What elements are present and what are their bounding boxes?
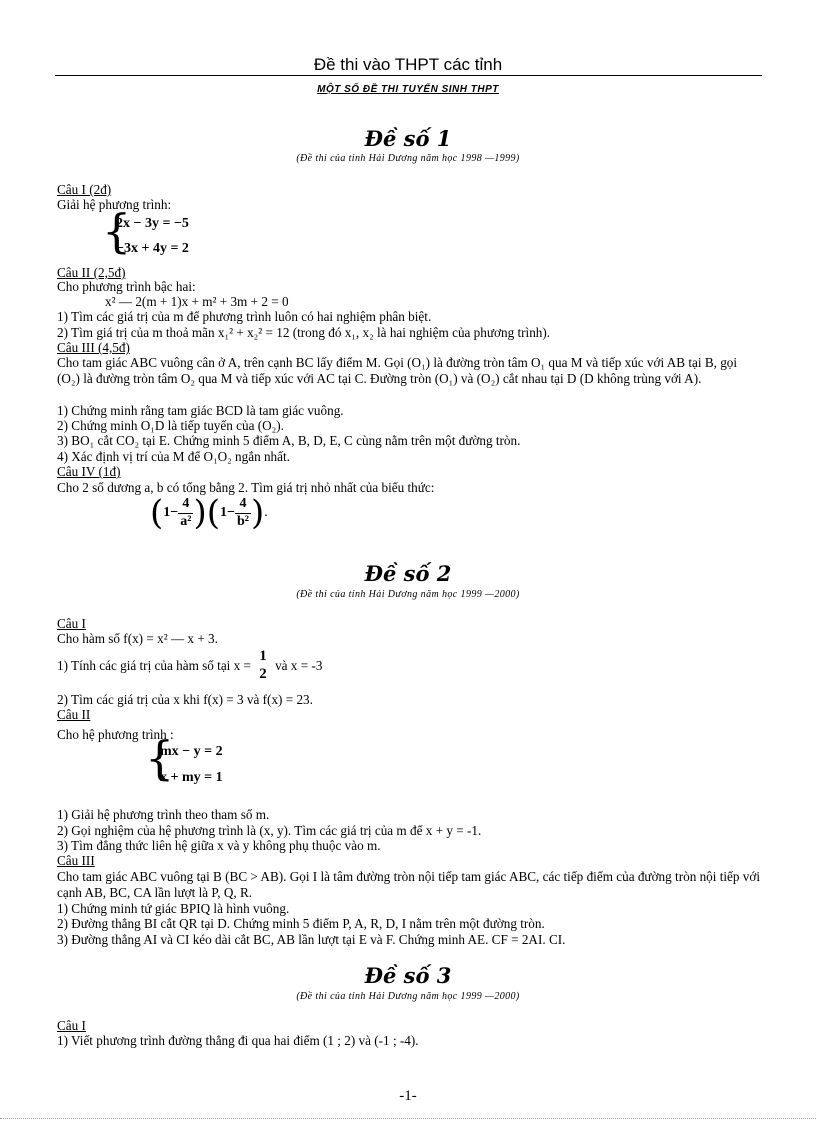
exam-1-q3-part4: 4) Xác định vị trí của M để O₁O₂ ngắn nhất. [57,449,290,464]
exam-2-source: (Đề thi của tỉnh Hải Dương năm học 1999 —2000) [296,589,520,600]
exam-2-q2-prompt: Cho hệ phương trình : [57,727,174,742]
exam-1-system-eq2: −3x + 4y = 2 [116,241,189,256]
exam-2-title: Đề số 2 [364,561,452,586]
exam-2-q3-part3: 3) Đường thẳng AI và CI kéo dài cắt BC, AB lần lượt tại E và F. Chứng minh AE. CF = 2AI. CI. [57,932,566,947]
exam-1-q3-heading: Câu III (4,5đ) [57,340,130,355]
exam-2-q1-heading: Câu I [57,616,86,631]
exam-3-source: (Đề thi của tỉnh Hải Dương năm học 1999 —2000) [296,991,520,1002]
exam-1-q2-part2: 2) Tìm giá trị của m thoả mãn x₁² + x₂² = 12 (trong đó x₁, x₂ là hai nghiệm của phương trình). [57,325,551,340]
exam-1-title: Đề số 1 [364,126,452,151]
exam-1-system-eq1: 2x − 3y = −5 [116,216,189,231]
exam-3-title: Đề số 3 [364,963,452,988]
exam-1-system-brace: { [102,204,132,258]
exam-2-q2-part2: 2) Gọi nghiệm của hệ phương trình là (x, y). Tìm các giá trị của m để x + y = -1. [57,823,482,838]
exam-2-q1-text: Cho hàm số f(x) = x² — x + 3. [57,631,218,646]
exam-1-q2-part1: 1) Tìm các giá trị của m để phương trình luôn có hai nghiệm phân biệt. [57,309,432,324]
exam-1-q4-text: Cho 2 số dương a, b có tổng bằng 2. Tìm giá trị nhỏ nhất của biểu thức: [57,480,435,495]
exam-3-q1-heading: Câu I [57,1018,86,1033]
exam-1-q4-expression: (1− $\frac{4}{\text{a²}}$ )(1− $\frac{4}{\text{b²}}$ ). [150,493,268,534]
document-subtitle: MỘT SỐ ĐỀ THI TUYỂN SINH THPT [317,84,499,95]
page-bottom-edge [0,1118,816,1119]
exam-1-q2-prompt: Cho phương trình bậc hai: [57,279,196,294]
exam-1-q3-part1: 1) Chứng minh rằng tam giác BCD là tam giác vuông. [57,403,344,418]
exam-1-q2-equation: x² — 2(m + 1)x + m² + 3m + 2 = 0 [105,294,289,309]
exam-2-q2-part1: 1) Giải hệ phương trình theo tham số m. [57,807,270,822]
exam-1-source: (Đề thi của tỉnh Hải Dương năm học 1998 —1999) [296,153,520,164]
exam-2-q1-part2: 2) Tìm các giá trị của x khi f(x) = 3 và f(x) = 23. [57,692,313,707]
exam-1-q4-heading: Câu IV (1đ) [57,464,121,479]
exam-1-q3-text: Cho tam giác ABC vuông cân ở A, trên cạnh BC lấy điểm M. Gọi (O₁) là đường tròn tâm O₁ qua M và tiếp xúc với AB tại B, gọi (O₂) là đường tròn tâm O₂ qua M và tiếp xúc với AC tại C. Đường tròn (O₁) và (O₂) cắt nhau tại D (D không trùng với A). [57,355,738,386]
exam-2-system-eq1: mx − y = 2 [160,744,223,759]
exam-2-q3-text: Cho tam giác ABC vuông tại B (BC > AB). Gọi I là tâm đường tròn nội tiếp tam giác ABC, các tiếp điểm của đường tròn nội tiếp với cạnh AB, BC, CA lần lượt là P, Q, R. [57,869,761,900]
page-number: -1- [399,1088,417,1104]
exam-2-system-eq2: x + my = 1 [160,770,223,785]
exam-1-q1-prompt: Giải hệ phương trình: [57,197,172,212]
exam-1-q3-part3: 3) BO₁ cắt CO₂ tại E. Chứng minh 5 điểm A, B, D, E, C cùng nằm trên một đường tròn. [57,433,521,448]
exam-2-q3-part1: 1) Chứng minh tứ giác BPIQ là hình vuông. [57,901,290,916]
exam-2-system-brace: { [145,731,175,785]
exam-2-q3-part2: 2) Đường thẳng BI cắt QR tại D. Chứng minh 5 điểm P, A, R, D, I nằm trên một đường tròn. [57,916,545,931]
exam-2-q1-part1: 1) Tính các giá trị của hàm số tại x = 1 2 và x = -3 [57,648,323,682]
exam-3-q1-part1: 1) Viết phương trình đường thẳng đi qua hai điểm (1 ; 2) và (-1 ; -4). [57,1033,419,1048]
document-header-title: Đề thi vào THPT các tỉnh [313,55,503,74]
exam-2-q2-heading: Câu II [57,707,91,722]
exam-1-q3-part2: 2) Chứng minh O₁D là tiếp tuyến của (O₂). [57,418,284,433]
exam-2-q2-part3: 3) Tìm đẳng thức liên hệ giữa x và y không phụ thuộc vào m. [57,838,381,853]
header-divider [55,75,762,76]
exam-2-q3-heading: Câu III [57,853,95,868]
exam-1-q2-heading: Câu II (2,5đ) [57,265,126,280]
exam-1-q1-heading: Câu I (2đ) [57,182,112,197]
